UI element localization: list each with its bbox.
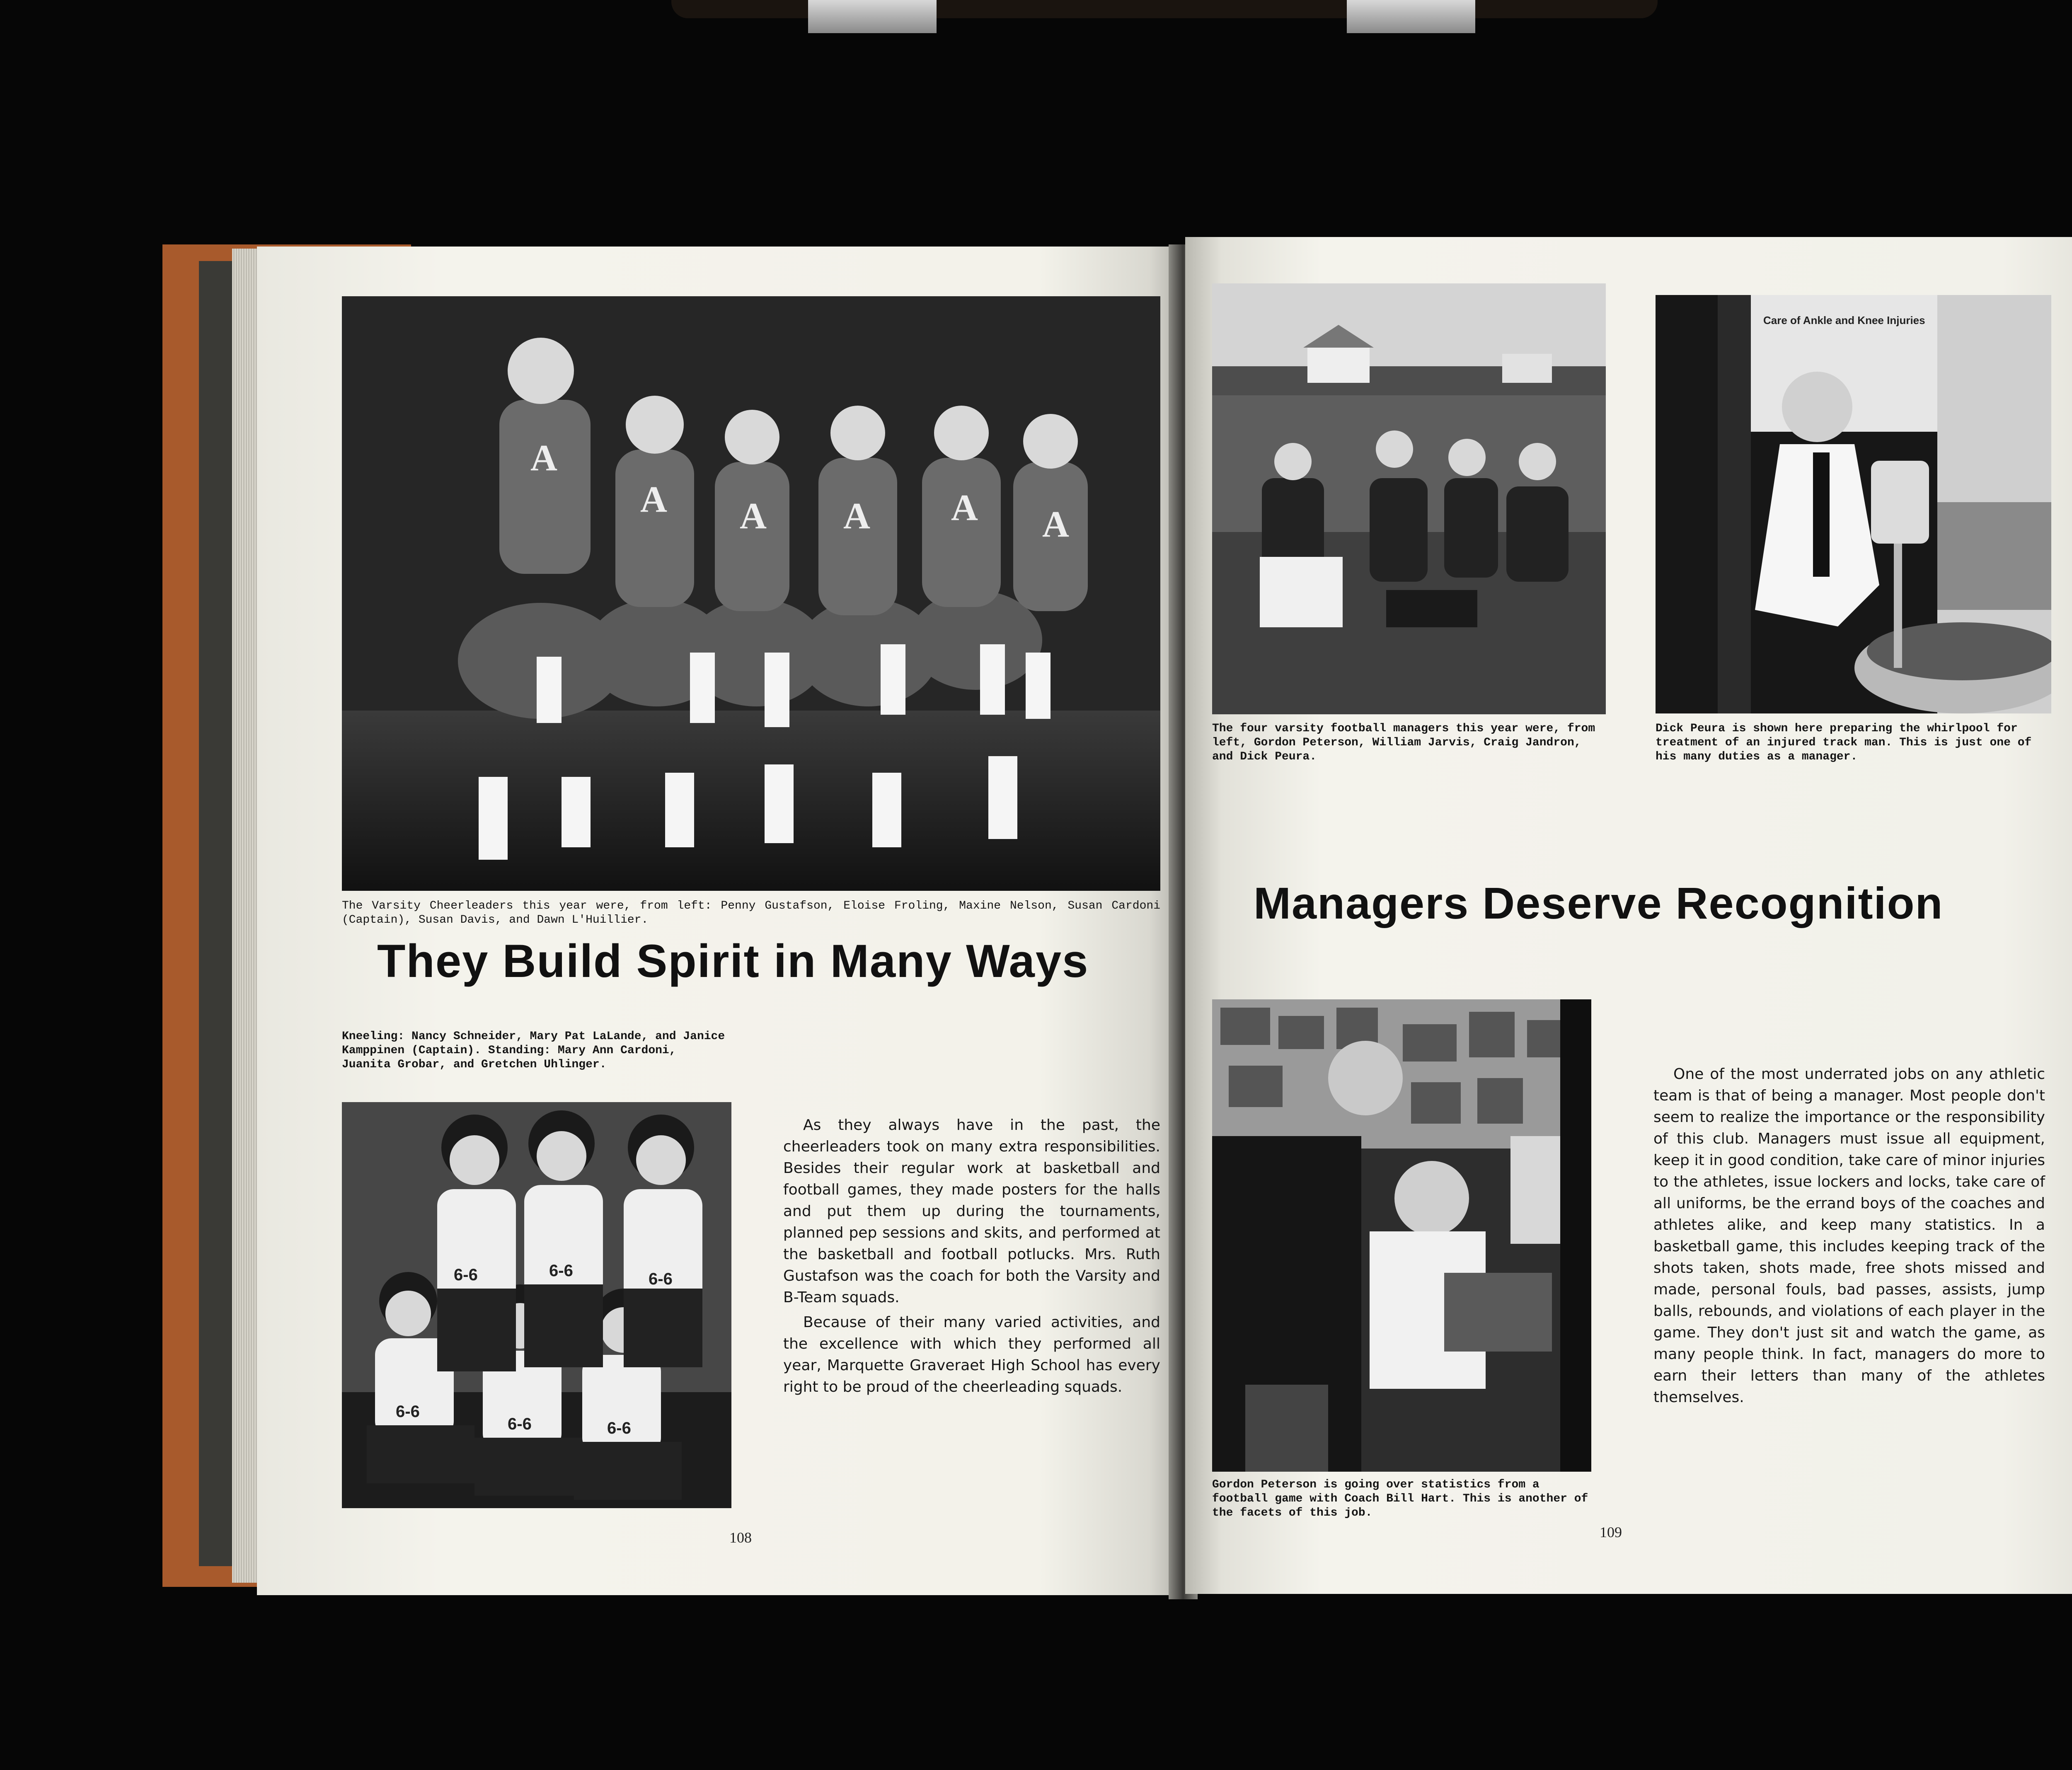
whirlpool-poster-title: Care of Ankle and Knee Injuries [1763,314,1925,326]
svg-text:6-6: 6-6 [396,1402,420,1421]
page-108 [257,247,1177,1595]
right-body-paragraph: One of the most underrated jobs on any athletic team is that of being a manager. Most people don't seem to realize the importance or the responsibility of this club. Managers must issue all equipment, keep it in good condition, take care of minor injuries to the athletes, issue lockers and locks, take care of all uniforms, be the errand boys of the coaches and athletes alike, and keep many statistics. In a basketball game, this includes keeping track of the shots taken, shots made, free shots missed and made, personal fouls, bad passes, assists, jump balls, rebounds, and violations of each player in the game. They don't just sit and watch the game, as many people think. In fact, managers do more to earn their letters than many of the athletes themselves. [1653,1066,2045,1406]
svg-text:A: A [530,438,557,479]
football-managers-caption: The four varsity football managers this year were, from left, Gordon Peterson, William Jarvis, Craig Jandron, and Dick Peura. [1212,722,1595,763]
left-body-paragraph-2: Because of their many varied activities, and the excellence with which they performed all year, Marquette Graveraet High School has every right to be proud of the cheerleading squads. [783,1314,1160,1395]
b-team-cheerleaders-photo [342,1102,731,1508]
whirlpool-photo [1656,295,2051,713]
stand-leg-left [808,0,937,33]
varsity-cheerleaders-caption: The Varsity Cheerleaders this year were, from left: Penny Gustafson, Eloise Froling, Maxine Nelson, Susan Cardoni (Captain), Susan Davis, and Dawn L'Huillier. [342,900,1160,926]
statistics-caption: Gordon Peterson is going over statistics from a football game with Coach Bill Hart. This is another of the facets of this job. [1212,1478,1588,1519]
page-number-right: 109 [1600,1524,1622,1540]
whirlpool-caption: Dick Peura is shown here preparing the whirlpool for treatment of an injured track man. This is just one of his many duties as a manager. [1656,722,2032,763]
statistics-photo [1212,999,1591,1472]
stand-leg-right [1347,0,1475,33]
page-109 [1185,237,2072,1594]
svg-text:6-6: 6-6 [607,1419,631,1437]
svg-text:6-6: 6-6 [454,1266,478,1284]
svg-text:A: A [1042,504,1069,545]
svg-text:A: A [843,496,870,537]
left-headline: They Build Spirit in Many Ways [377,935,1089,987]
svg-text:6-6: 6-6 [508,1415,532,1433]
svg-text:6-6: 6-6 [649,1270,673,1288]
svg-text:6-6: 6-6 [549,1262,573,1280]
left-body-text [783,1115,1160,1398]
varsity-cheerleaders-photo [342,296,1160,891]
right-headline: Managers Deserve Recognition [1254,878,1944,928]
svg-text:A: A [640,479,667,520]
svg-text:A: A [951,487,978,528]
right-body-text [1653,1064,2045,1408]
b-team-caption: Kneeling: Nancy Schneider, Mary Pat LaLande, and Janice Kamppinen (Captain). Standing: Mary Ann Cardoni, Juanita Grobar, and Gretchen Uhlinger. [342,1030,725,1071]
football-managers-photo [1212,283,1606,714]
svg-text:A: A [740,496,767,537]
page-number-left: 108 [729,1529,752,1546]
left-body-paragraph-1: As they always have in the past, the cheerleaders took on many extra responsibilities. Besides their regular work at basketball and football games, they made posters for the halls and put them up during the tournaments, planned pep sessions and skits, and performed at the basketball and football potlucks. Mrs. Ruth Gustafson was the coach for both the Varsity and B-Team squads. [783,1117,1160,1306]
